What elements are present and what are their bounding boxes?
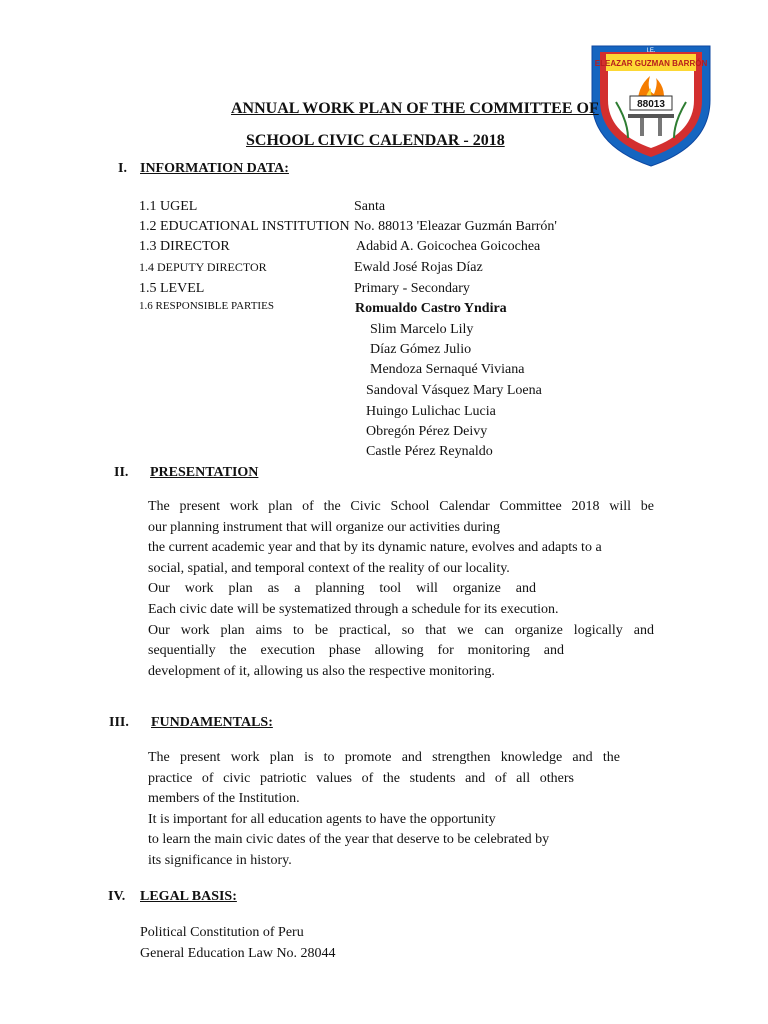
section-3-title: FUNDAMENTALS:: [151, 715, 273, 730]
info-value-ugel: Santa: [354, 199, 386, 214]
svg-text:I.E.: I.E.: [646, 48, 656, 54]
paragraph-line: practice of civic patriotic values of the students and of all others: [148, 770, 574, 786]
paragraph-line: It is important for all education agents to have the opportunity: [148, 811, 496, 827]
info-label-ugel: 1.1 UGEL: [139, 199, 198, 214]
legal-basis-item: [140, 925, 304, 941]
presentation-paragraph: [148, 497, 654, 682]
paragraph-line: to learn the main civic dates of the year that deserve to be celebrated by: [148, 832, 550, 848]
paragraph-line: social, spatial, and temporal context of the reality of our locality.: [148, 560, 510, 576]
info-label-institution: 1.2 EDUCATIONAL INSTITUTION: [139, 219, 350, 234]
paragraph-line: sequentially the execution phase allowing for monitoring and: [148, 643, 564, 659]
section-1-title: INFORMATION DATA:: [140, 161, 289, 176]
paragraph-line: Each civic date will be systematized through a schedule for its execution.: [148, 601, 559, 617]
responsible-member: Huingo Lulichac Lucia: [366, 404, 496, 419]
info-value-director: Adabid A. Goicochea Goicochea: [356, 239, 541, 254]
paragraph-line: The present work plan of the Civic School Calendar Committee 2018 will be: [148, 499, 654, 514]
paragraph-line: its significance in history.: [148, 852, 292, 868]
responsible-member: Obregón Pérez Deivy: [366, 424, 488, 439]
responsible-member: Mendoza Sernaqué Viviana: [370, 362, 525, 377]
responsible-member: Díaz Gómez Julio: [370, 342, 472, 357]
info-label-director: 1.3 DIRECTOR: [139, 239, 230, 254]
document-title-line-1: ANNUAL WORK PLAN OF THE COMMITTEE OF: [231, 100, 599, 117]
info-value-institution: No. 88013 'Eleazar Guzmán Barrón': [354, 219, 557, 234]
info-label-responsible: 1.6 RESPONSIBLE PARTIES: [139, 300, 274, 312]
section-2-number: II.: [114, 465, 129, 480]
fundamentals-paragraph: [148, 748, 654, 872]
paragraph-line: the current academic year and that by its dynamic nature, evolves and adapts to a: [148, 540, 602, 556]
legal-basis-item: [140, 946, 336, 962]
legal-basis-text: Political Constitution of Peru: [140, 925, 304, 940]
info-value-responsible-lead: Romualdo Castro Yndira: [355, 301, 507, 316]
section-3-number: III.: [109, 715, 129, 730]
section-2-title: PRESENTATION: [150, 465, 259, 480]
responsible-member: Castle Pérez Reynaldo: [366, 444, 493, 459]
svg-text:ELEAZAR GUZMAN BARRÓN: ELEAZAR GUZMAN BARRÓN: [594, 59, 708, 68]
paragraph-line: development of it, allowing us also the respective monitoring.: [148, 663, 495, 679]
info-label-deputy-director: 1.4 DEPUTY DIRECTOR: [139, 260, 267, 274]
legal-basis-text: General Education Law No. 28044: [140, 946, 336, 961]
paragraph-line: our planning instrument that will organize our activities during: [148, 519, 501, 535]
info-value-level: Primary - Secondary: [354, 281, 470, 296]
info-label-level: 1.5 LEVEL: [139, 281, 205, 296]
svg-text:88013: 88013: [637, 99, 665, 110]
paragraph-line: Our work plan as a planning tool will organize and: [148, 581, 536, 597]
responsible-member: Slim Marcelo Lily: [370, 322, 474, 337]
section-1-number: I.: [118, 161, 127, 176]
responsible-member: Sandoval Vásquez Mary Loena: [366, 383, 542, 398]
document-title-line-2: SCHOOL CIVIC CALENDAR - 2018: [246, 132, 505, 149]
school-crest-logo: [588, 38, 714, 168]
paragraph-line: members of the Institution.: [148, 791, 300, 807]
paragraph-line: The present work plan is to promote and strengthen knowledge and the: [148, 750, 620, 765]
section-4-number: IV.: [108, 889, 126, 904]
section-4-title: LEGAL BASIS:: [140, 889, 237, 904]
info-value-deputy-director: Ewald José Rojas Díaz: [354, 260, 483, 275]
paragraph-line: Our work plan aims to be practical, so that we can organize logically and: [148, 622, 654, 638]
